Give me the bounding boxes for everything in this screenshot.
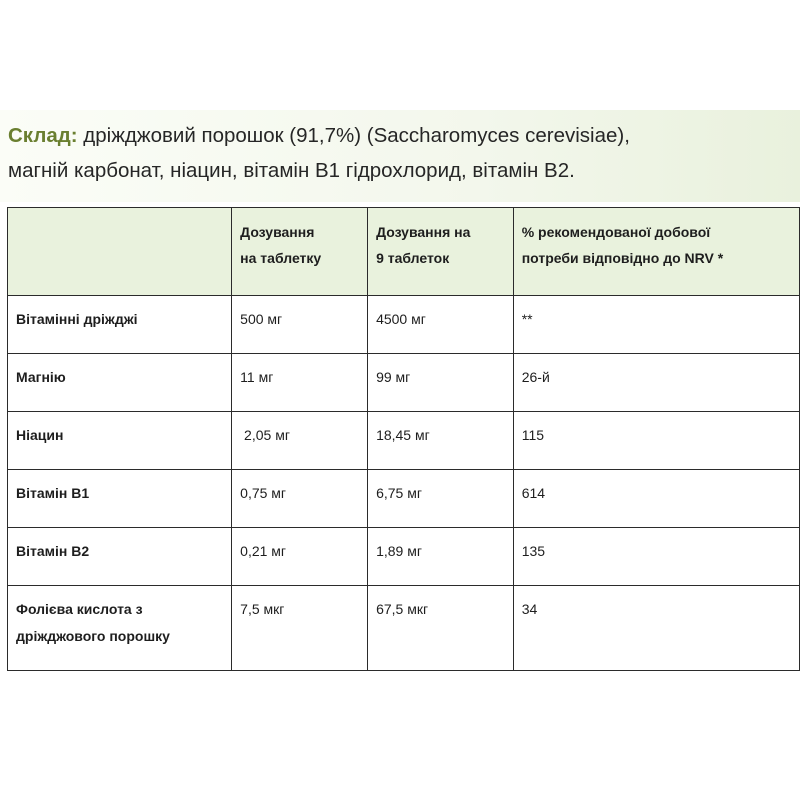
nrv-cell: 26-й	[513, 354, 799, 412]
per-9-tablets-cell: 18,45 мг	[368, 412, 514, 470]
nutrition-table	[7, 207, 800, 671]
per-tablet-cell: 2,05 мг	[232, 412, 368, 470]
table-row	[8, 470, 800, 528]
table-row	[8, 586, 800, 671]
header-nrv-line-2: потреби відповідно до NRV *	[521, 250, 724, 266]
per-tablet-cell: 11 мг	[232, 354, 368, 412]
composition-line-1-text: дріжджовий порошок (91,7%) (Saccharomyces cerevisiae),	[77, 124, 630, 147]
ingredient-name-line-2: дріжджового порошку	[16, 628, 170, 644]
nrv-cell: 34	[513, 586, 799, 671]
per-tablet-cell: 0,21 мг	[232, 528, 368, 586]
per-tablet-cell: 500 мг	[232, 296, 368, 354]
ingredient-cell: Вітамін В1	[8, 470, 232, 528]
per-9-tablets-cell: 1,89 мг	[368, 528, 514, 586]
per-tablet-cell: 7,5 мкг	[232, 586, 368, 671]
ingredient-cell	[8, 586, 232, 671]
composition-line-2: магній карбонат, ніацин, вітамін В1 гідрохлорид, вітамін В2.	[8, 159, 575, 182]
per-tablet-cell: 0,75 мг	[232, 470, 368, 528]
header-cell-per-9-tablets	[368, 208, 514, 296]
per-9-tablets-cell: 6,75 мг	[368, 470, 514, 528]
table-header-row	[8, 208, 800, 296]
header-cell-nrv	[513, 208, 799, 296]
header-cell-ingredient	[8, 208, 232, 296]
composition-label: Склад:	[8, 124, 78, 147]
per-9-tablets-cell: 67,5 мкг	[368, 586, 514, 671]
composition-text	[8, 118, 800, 188]
ingredient-cell: Вітамінні дріжджі	[8, 296, 232, 354]
header-cell-per-tablet	[232, 208, 368, 296]
ingredient-name-line-1: Фолієва кислота з	[16, 601, 143, 617]
header-per-tablet-line-2: на таблетку	[240, 250, 322, 266]
table-row	[8, 528, 800, 586]
ingredient-cell: Вітамін В2	[8, 528, 232, 586]
table-row	[8, 412, 800, 470]
per-9-tablets-cell: 99 мг	[368, 354, 514, 412]
header-per-9-line-2: 9 таблеток	[376, 250, 450, 266]
per-9-tablets-cell: 4500 мг	[368, 296, 514, 354]
header-per-9-line-1: Дозування на	[376, 224, 471, 240]
header-per-tablet-line-1: Дозування	[240, 224, 315, 240]
table-row	[8, 354, 800, 412]
table-row	[8, 296, 800, 354]
nrv-cell: 115	[513, 412, 799, 470]
ingredient-cell: Ніацин	[8, 412, 232, 470]
nrv-cell: 135	[513, 528, 799, 586]
header-nrv-line-1: % рекомендованої добової	[521, 224, 711, 240]
nrv-cell: **	[513, 296, 799, 354]
nrv-cell: 614	[513, 470, 799, 528]
composition-line-1	[8, 118, 800, 153]
ingredient-cell: Магнію	[8, 354, 232, 412]
